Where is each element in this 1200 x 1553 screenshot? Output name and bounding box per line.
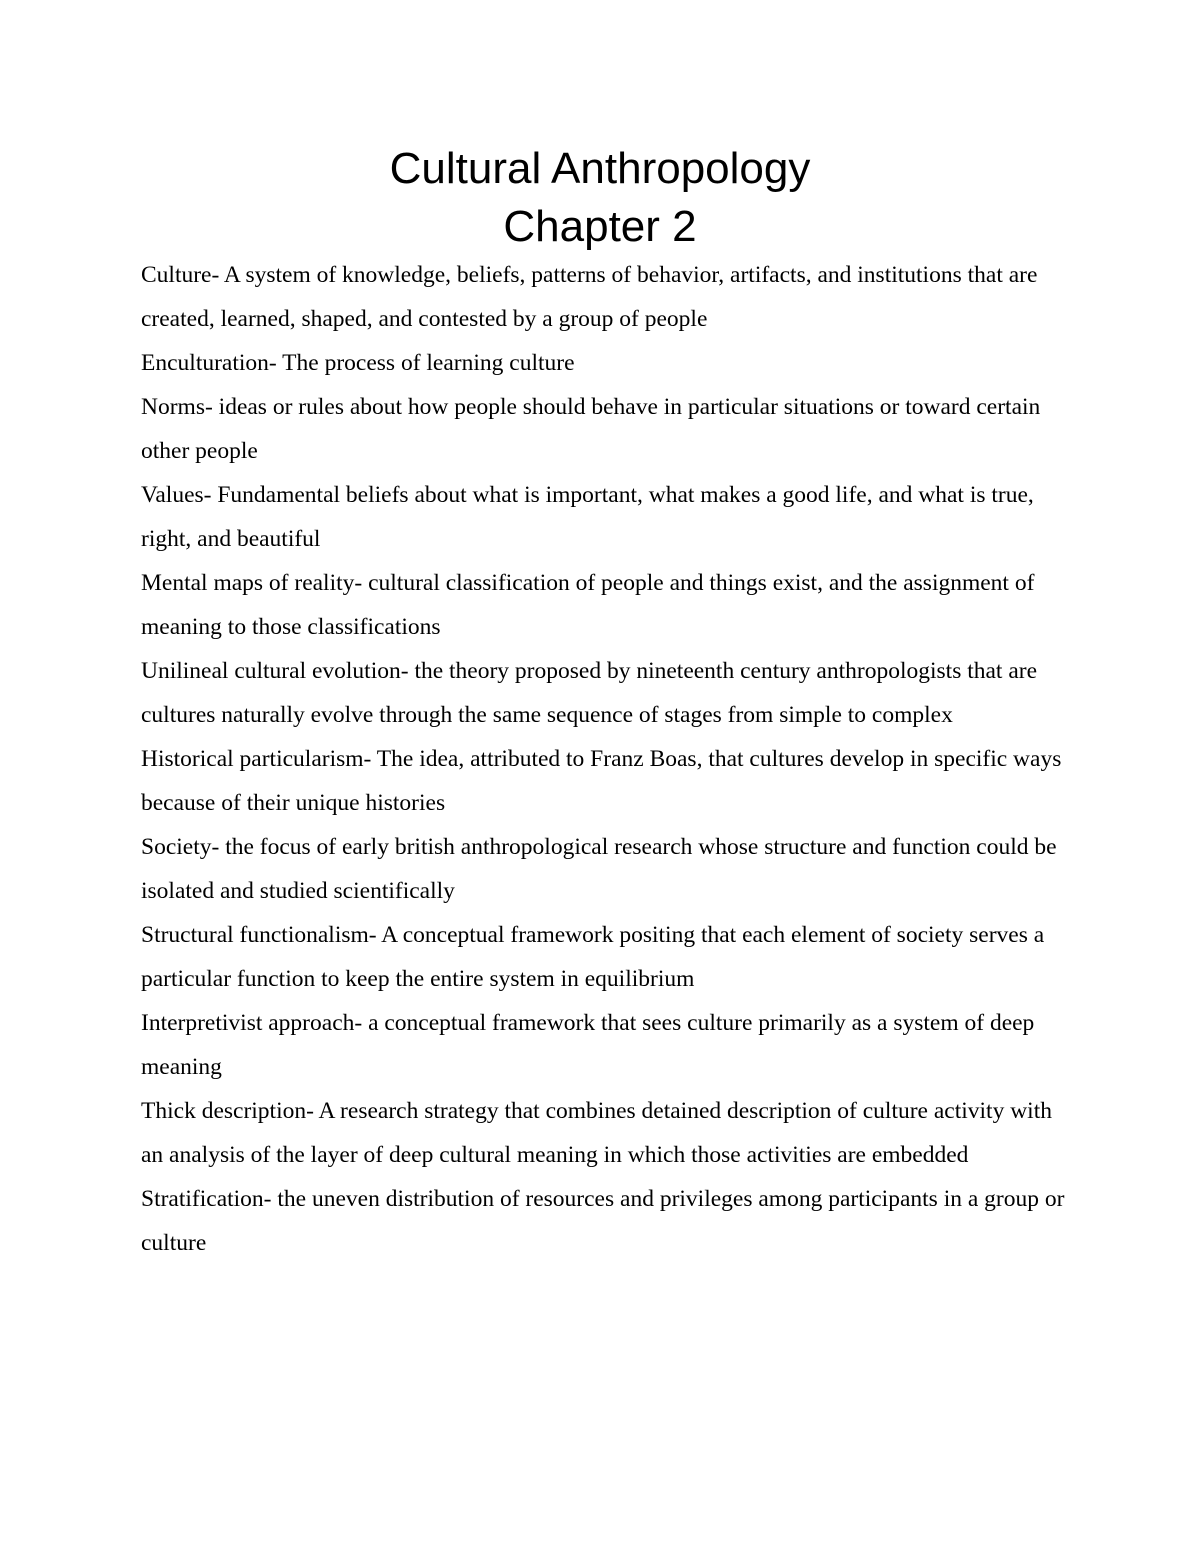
definition-enculturation: Enculturation- The process of learning culture (141, 350, 575, 376)
definition-mental-maps: Mental maps of reality- cultural classification of people and things exist, and the assignment of meaning to those classifications (141, 570, 1035, 640)
definition-structural-functionalism: Structural functionalism- A conceptual framework positing that each element of society serves a particular function to keep the entire system in equilibrium (141, 922, 1045, 992)
definition-historical-particularism: Historical particularism- The idea, attributed to Franz Boas, that cultures develop in specific ways because of their unique histories (141, 746, 1062, 816)
definition-values: Values- Fundamental beliefs about what is important, what makes a good life, and what is true, right, and beautiful (141, 482, 1034, 552)
definition-society: Society- the focus of early british anthropological research whose structure and function could be isolated and studied scientifically (141, 834, 1057, 904)
definition-interpretivist-approach: Interpretivist approach- a conceptual framework that sees culture primarily as a system of deep meaning (141, 1010, 1035, 1080)
document-title: Cultural Anthropology (389, 144, 811, 193)
definition-unilineal-evolution: Unilineal cultural evolution- the theory proposed by nineteenth century anthropologists that are cultures naturally evolve through the same sequence of stages from simple to complex (141, 658, 1038, 728)
definition-stratification: Stratification- the uneven distribution of resources and privileges among participants in a group or culture (141, 1186, 1065, 1256)
definition-thick-description: Thick description- A research strategy that combines detained description of culture activity with an analysis of the layer of deep cultural meaning in which those activities are embedded (141, 1098, 1052, 1168)
definitions-list (141, 253, 1071, 1265)
chapter-subtitle: Chapter 2 (503, 202, 697, 251)
definition-culture: Culture- A system of knowledge, beliefs, patterns of behavior, artifacts, and institutions that are created, learned, shaped, and contested by a group of people (141, 262, 1038, 332)
definition-norms: Norms- ideas or rules about how people should behave in particular situations or toward certain other people (141, 394, 1041, 464)
title-block (0, 140, 1200, 256)
